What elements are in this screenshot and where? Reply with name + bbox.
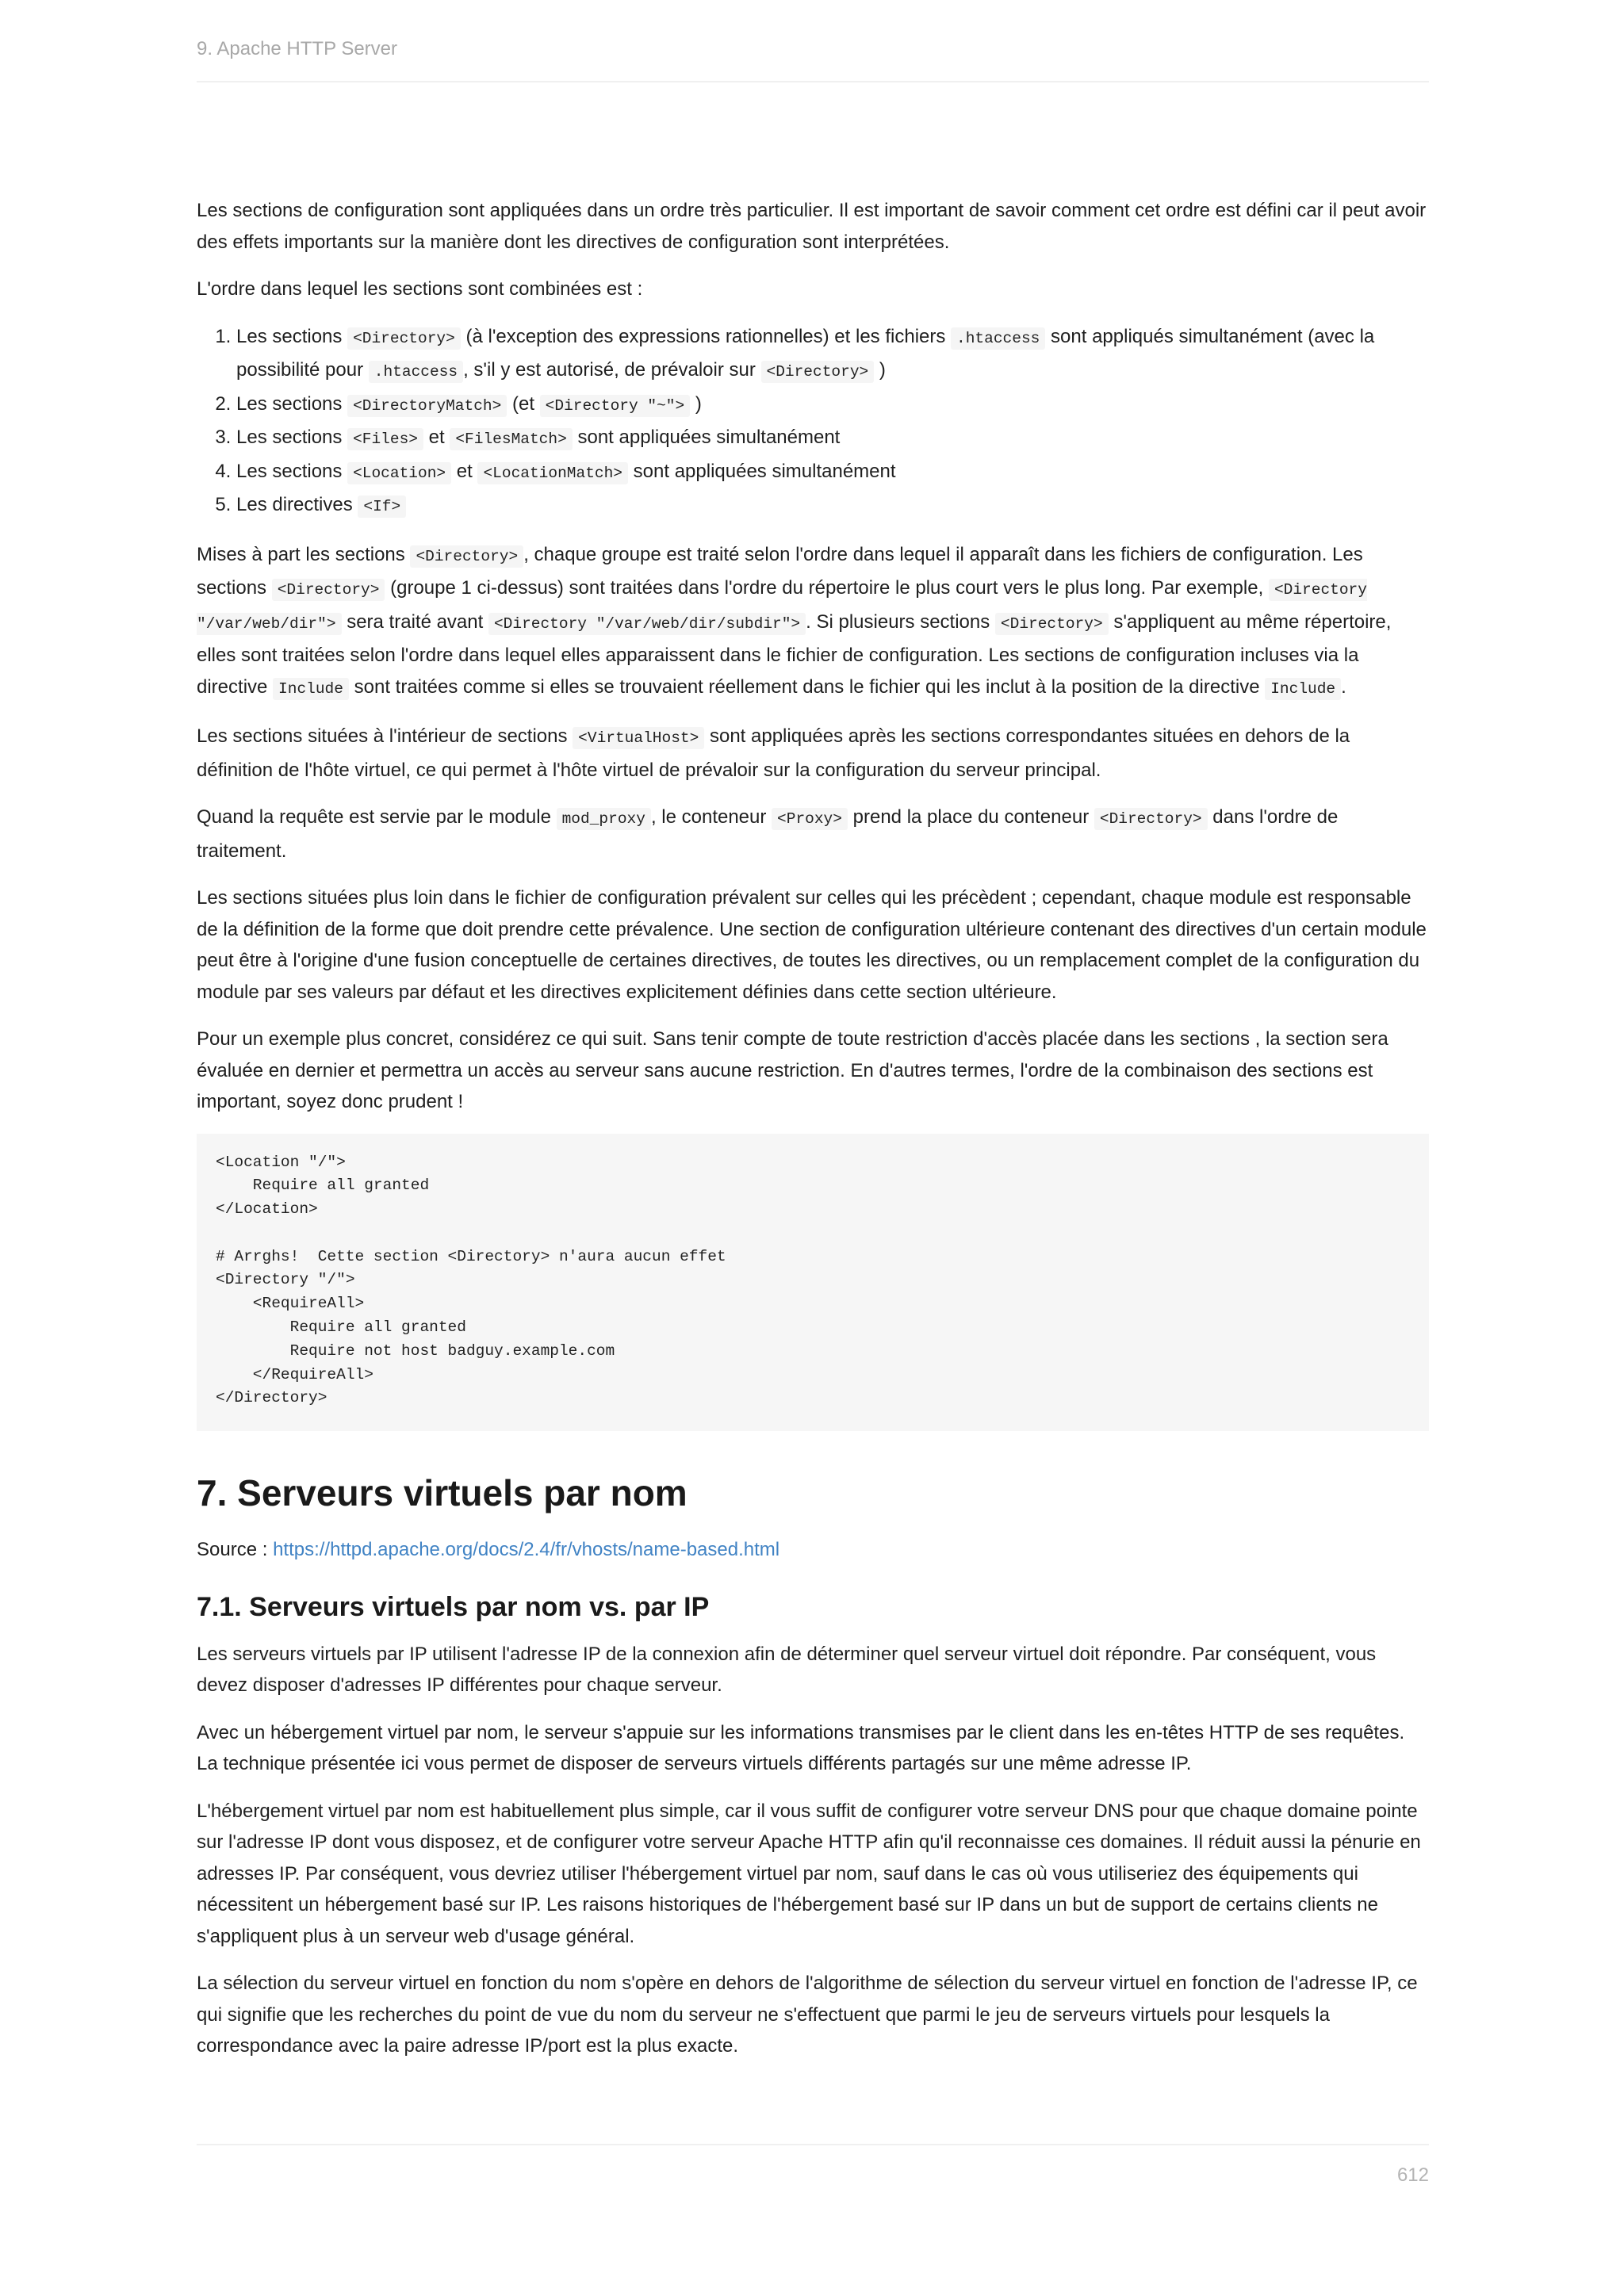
inline-code: mod_proxy bbox=[557, 808, 651, 830]
paragraph-selection-algorithm: La sélection du serveur virtuel en fonction du nom s'opère en dehors de l'algorithme de sélection du serveur virtuel en fonction de l'adresse IP, ce qui signifie que les recherches du point de vue du nom du serveur ne s'effectuent que parmi le jeu de serveurs virtuels pour lesquels la correspondance avec la paire adresse IP/port est la plus exacte. bbox=[197, 1973, 1418, 2057]
inline-code: <Proxy> bbox=[772, 808, 848, 830]
ordered-list-sections bbox=[197, 321, 1429, 523]
inline-code: <If> bbox=[358, 496, 406, 518]
subsection-heading: 7.1. Serveurs virtuels par nom vs. par IP bbox=[197, 1591, 710, 1622]
page-number: 612 bbox=[1396, 2164, 1429, 2186]
inline-code: <Directory> bbox=[347, 327, 461, 350]
source-link[interactable]: https://httpd.apache.org/docs/2.4/fr/vhosts/name-based.html bbox=[273, 1539, 780, 1561]
inline-code: Include bbox=[1265, 678, 1341, 700]
list-item: 5. Les directives <If> bbox=[236, 489, 1429, 523]
paragraph-mod-proxy: Quand la requête est servie par le module mod_proxy , le conteneur <Proxy> prend la place du conteneur <Directory> dans l'ordre de traitement. bbox=[197, 806, 1339, 862]
inline-code: <FilesMatch> bbox=[450, 428, 572, 450]
paragraph-group-order: Mises à part les sections <Directory> , chaque groupe est traité selon l'ordre dans lequel il apparaît dans les fichiers de configuration. Les sections <Directory> (groupe 1 ci-dessus) sont traitées dans l'ordre du répertoire le plus court vers le plus long. Par exemple, <Directory "/var/web/dir"> sera traité avant <Directory "/var/web/dir/subdir"> . Si plusieurs sections <Directory> s'appliquent au même répertoire, elles sont traitées selon l'ordre dans lequel elles apparaissent dans le fichier de configuration. Les sections de configuration incluses via la directive Include sont traitées comme si elles se trouvaient réellement dans le fichier qui les inclut à la position de la directive Include . bbox=[197, 539, 1429, 706]
inline-code: <Directory "/var/web/dir/subdir"> bbox=[488, 613, 806, 635]
section-heading: 7. Serveurs virtuels par nom bbox=[197, 1472, 688, 1514]
inline-code: <Directory "/var/web/dir"> bbox=[197, 579, 1367, 635]
paragraph-precedence: Les sections situées plus loin dans le fichier de configuration prévalent sur celles qui les précèdent ; cependant, chaque module est responsable de la définition de la forme que doit prendre cette prévalence. Une section de configuration ultérieure contenant des directives d'un certain module peut être à l'origine d'une fusion conceptuelle de certaines directives, de toutes les directives, ou un remplacement complet de la configuration du module par ses valeurs par défaut et les directives explicitement définies dans cette section ultérieure. bbox=[197, 887, 1427, 1003]
source-label: Source : bbox=[197, 1539, 268, 1561]
paragraph-combination-order: L'ordre dans lequel les sections sont combinées est : bbox=[197, 278, 643, 300]
inline-code: <LocationMatch> bbox=[477, 462, 628, 484]
inline-code: <Directory> bbox=[410, 545, 523, 568]
list-item: 2. Les sections <DirectoryMatch> (et <Directory "~"> ) bbox=[236, 388, 1429, 423]
inline-code: <Directory> bbox=[272, 579, 385, 601]
source-line bbox=[197, 1534, 1429, 1566]
page-footer bbox=[197, 2144, 1429, 2187]
paragraph-concrete-example: Pour un exemple plus concret, considérez ce qui suit. Sans tenir compte de toute restriction d'accès placée dans les sections , la section sera évaluée en dernier et permettra un accès au serveur sans aucune restriction. En d'autres termes, l'ordre de la combinaison des sections est important, soyez donc prudent ! bbox=[197, 1028, 1388, 1112]
paragraph-name-based-benefits: L'hébergement virtuel par nom est habituellement plus simple, car il vous suffit de configurer votre serveur DNS pour que chaque domaine pointe sur l'adresse IP dont vous disposez, et de configurer votre serveur Apache HTTP afin qu'il reconnaisse ces domaines. Il réduit aussi la pénurie en adresses IP. Par conséquent, vous devriez utiliser l'hébergement virtuel par nom, sauf dans le cas où vous utiliseriez des équipements qui nécessitent un hébergement basé sur IP. Les raisons historiques de l'hébergement basé sur IP dans un but de support de certains clients ne s'appliquent plus à un serveur web d'usage général. bbox=[197, 1800, 1421, 1947]
list-item: 1. Les sections <Directory> (à l'exception des expressions rationnelles) et les fichiers .htaccess sont appliqués simultanément (avec la possibilité pour .htaccess , s'il y est autorisé, de prévaloir sur <Directory> ) bbox=[236, 321, 1429, 388]
inline-code: .htaccess bbox=[369, 361, 463, 383]
code-block: <Location "/"> Require all granted </Location> # Arrghs! Cette section <Directory> n'aura aucun effet <Directory "/"> <RequireAll> Require all granted Require not host badguy.example.com </RequireAll> </Directory> bbox=[197, 1134, 1429, 1432]
list-item: 4. Les sections <Location> et <LocationMatch> sont appliquées simultanément bbox=[236, 456, 1429, 490]
inline-code: <Location> bbox=[347, 462, 451, 484]
page-header bbox=[197, 36, 1429, 82]
inline-code: <Directory> bbox=[995, 613, 1109, 635]
paragraph-name-based: Avec un hébergement virtuel par nom, le serveur s'appuie sur les informations transmises par le client dans les en-têtes HTTP de ses requêtes. La technique présentée ici vous permet de disposer de serveurs virtuels différents partagés sur une même adresse IP. bbox=[197, 1721, 1405, 1775]
inline-code: <Directory> bbox=[761, 361, 875, 383]
paragraph-ip-based: Les serveurs virtuels par IP utilisent l'adresse IP de la connexion afin de déterminer quel serveur virtuel doit répondre. Par conséquent, vous devez disposer d'adresses IP différentes pour chaque serveur. bbox=[197, 1643, 1377, 1697]
inline-code: <Files> bbox=[347, 428, 423, 450]
inline-code: <DirectoryMatch> bbox=[347, 395, 507, 417]
list-item: 3. Les sections <Files> et <FilesMatch> sont appliquées simultanément bbox=[236, 422, 1429, 456]
running-title: 9. Apache HTTP Server bbox=[197, 38, 398, 59]
main-content bbox=[197, 195, 1429, 2078]
inline-code: <Directory> bbox=[1094, 808, 1208, 830]
inline-code: <Directory "~"> bbox=[540, 395, 691, 417]
paragraph-config-order-intro: Les sections de configuration sont appliquées dans un ordre très particulier. Il est important de savoir comment cet ordre est défini car il peut avoir des effets importants sur la manière dont les directives de configuration sont interprétées. bbox=[197, 200, 1427, 253]
inline-code: Include bbox=[273, 678, 349, 700]
inline-code: <VirtualHost> bbox=[573, 727, 704, 749]
paragraph-virtualhost-sections: Les sections situées à l'intérieur de sections <VirtualHost> sont appliquées après les sections correspondantes situées en dehors de la définition de l'hôte virtuel, ce qui permet à l'hôte virtuel de prévaloir sur la configuration du serveur principal. bbox=[197, 725, 1350, 781]
inline-code: .htaccess bbox=[951, 327, 1045, 350]
